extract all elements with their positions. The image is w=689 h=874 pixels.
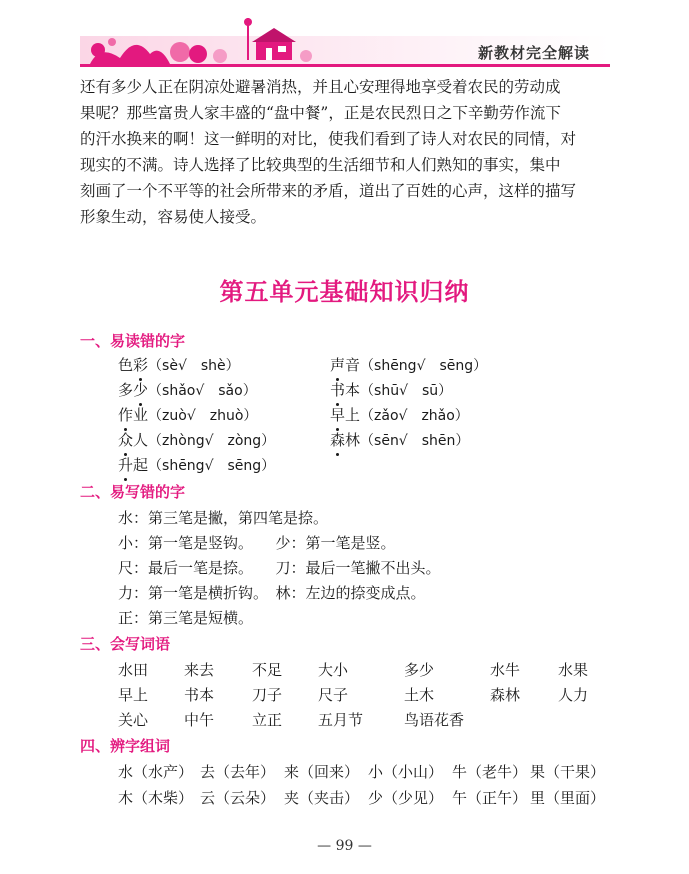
dotted-char: 早 [330,406,346,424]
misread-item [118,454,275,475]
stroke-note: 尺：最后一笔是捺。 刀：最后一笔撇不出头。 [118,559,441,577]
word: 尺子 [318,686,349,704]
misread-item [330,379,452,400]
word: 五月节 [318,711,364,729]
misread-item [118,429,275,450]
misread-item [330,354,487,375]
dotted-char: 彩 [133,356,149,374]
paragraph-line: 的汗水换来的啊！这一鲜明的对比，使我们看到了诗人对农民的同情，对 [80,130,577,148]
compare-item: 午（正午） [452,789,528,807]
pinyin: （shǎo√ sǎo） [148,383,257,399]
misread-item [118,404,257,425]
compare-item: 里（里面） [530,789,606,807]
pinyin: （zuò√ zhuò） [148,408,258,424]
word: 森林 [490,686,521,704]
paragraph-line: 刻画了一个不平等的社会所带来的矛盾，道出了百姓的心声，这样的描写 [80,182,577,200]
header-line [80,64,610,67]
pinyin: （shēng√ sēng） [360,358,488,374]
pinyin: （sēn√ shēn） [360,433,470,449]
word-part: 色 [118,356,134,374]
paragraph-line: 现实的不满。诗人选择了比较典型的生活细节和人们熟知的事实，集中 [80,156,561,174]
body-paragraph [80,74,610,230]
word: 书本 [184,686,215,704]
stroke-note: 水：第三笔是撇，第四笔是捺。 [118,509,329,527]
header-title: 新教材完全解读 [477,44,590,62]
word: 中午 [184,711,215,729]
dotted-char: 作 [118,406,134,424]
word-part: 本 [345,381,361,399]
stroke-note: 力：第一笔是横折钩。 林：左边的捺变成点。 [118,584,426,602]
header-decoration-icon [80,14,320,66]
word: 早上 [118,686,149,704]
dotted-char: 少 [133,381,149,399]
misread-item [118,354,240,375]
pinyin: （zǎo√ zhǎo） [360,408,469,424]
word: 水果 [558,661,589,679]
pinyin: （shū√ sū） [360,383,453,399]
paragraph-line: 还有多少人正在阴凉处避暑消热，并且心安理得地享受着农民的劳动成 [80,78,561,96]
section-heading-misread: 一、易读错的字 [80,332,186,350]
misread-item [330,429,469,450]
compare-item: 水（水产） [118,763,194,781]
word-part: 音 [345,356,361,374]
word: 土木 [404,686,435,704]
compare-item: 夹（夹击） [284,789,360,807]
compare-item: 来（回来） [284,763,360,781]
pinyin: （sè√ shè） [148,358,240,374]
word-part: 林 [345,431,361,449]
word-part: 多 [118,381,134,399]
section-heading-miswritten: 二、易写错的字 [80,483,186,501]
word: 鸟语花香 [404,711,465,729]
section-heading-words: 三、会写词语 [80,635,171,653]
misread-item [330,404,469,425]
word: 大小 [318,661,349,679]
unit-title: 第五单元基础知识归纳 [219,277,470,306]
compare-item: 少（少见） [368,789,444,807]
word-part: 起 [133,456,149,474]
compare-item: 去（去年） [200,763,276,781]
word: 水牛 [490,661,521,679]
paragraph-line: 果呢？那些富贵人家丰盛的“盘中餐”，正是农民烈日之下辛勤劳作流下 [80,104,561,122]
word: 来去 [184,661,215,679]
misread-item [118,379,257,400]
pinyin: （zhòng√ zòng） [148,433,276,449]
dotted-char: 森 [330,431,346,449]
paragraph-line: 形象生动，容易使人接受。 [80,208,267,226]
word: 刀子 [252,686,283,704]
compare-item: 小（小山） [368,763,444,781]
word: 关心 [118,711,149,729]
word-part: 业 [133,406,149,424]
stroke-note: 正：第三笔是短横。 [118,609,254,627]
compare-item: 牛（老牛） [452,763,528,781]
word: 人力 [558,686,589,704]
compare-item: 果（干果） [530,763,606,781]
dotted-char: 声 [330,356,346,374]
compare-item: 木（木柴） [118,789,194,807]
dotted-char: 书 [330,381,346,399]
word: 立正 [252,711,283,729]
section-heading-distinguish: 四、辨字组词 [80,737,171,755]
dotted-char: 升 [118,456,134,474]
word-part: 上 [345,406,361,424]
page-header [80,14,610,64]
dotted-char: 众 [118,431,134,449]
word: 不足 [252,661,283,679]
word: 多少 [404,661,435,679]
page-number: — 99 — [317,838,372,854]
word: 水田 [118,661,149,679]
word-part: 人 [133,431,149,449]
stroke-note: 小：第一笔是竖钩。 少：第一笔是竖。 [118,534,396,552]
compare-item: 云（云朵） [200,789,276,807]
pinyin: （shēng√ sēng） [148,458,276,474]
